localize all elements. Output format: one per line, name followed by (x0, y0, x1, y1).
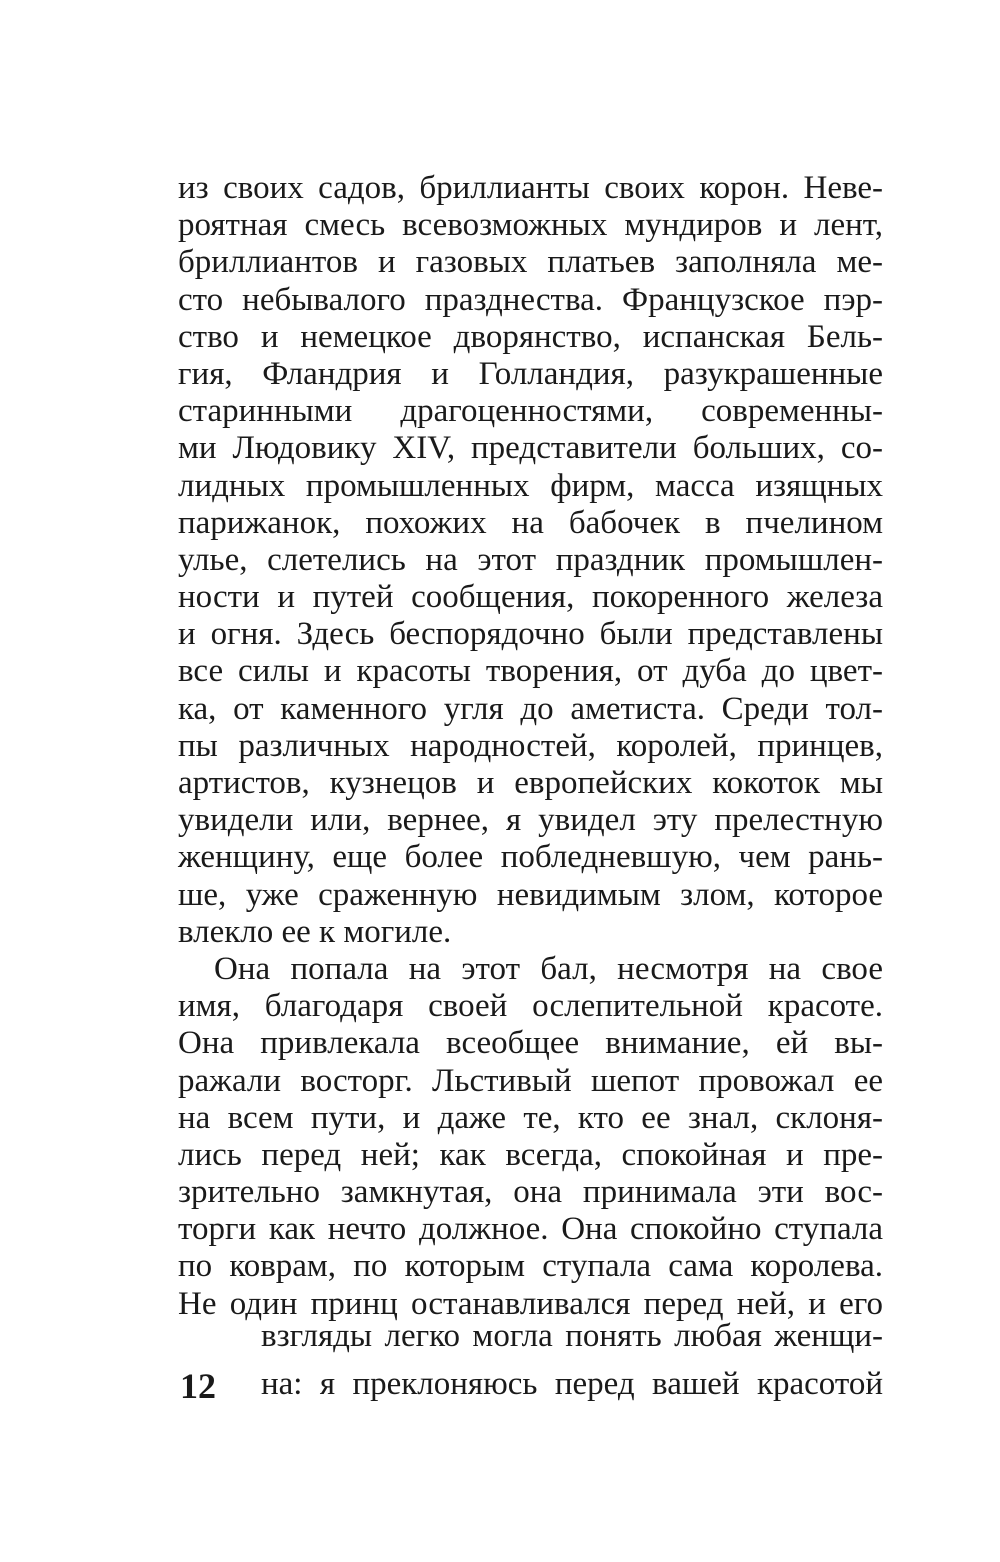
text-line: ство и немецкое дворянство, испанская Бель- (178, 318, 883, 355)
text-line: ше, уже сраженную невидимым злом, которое (178, 876, 883, 913)
text-line: парижанок, похожих на бабочек в пчелином (178, 504, 883, 541)
text-line: Она привлекала всеобщее внимание, ей вы- (178, 1025, 883, 1062)
text-line: ражали восторг. Льстивый шепот провожал ее (178, 1062, 883, 1099)
text-line: сто небывалого празднества. Французское пэр- (178, 281, 883, 318)
text-line: бриллиантов и газовых платьев заполняла ме- (178, 244, 883, 281)
footer-text-line: взгляды легко могла понять любая женщи- (261, 1318, 883, 1354)
text-line: увидели или, вернее, я увидел эту прелестную (178, 802, 883, 839)
page-body (178, 170, 883, 1323)
text-line: пы различных народностей, королей, принцев, (178, 727, 883, 764)
text-line: ности и путей сообщения, покоренного железа (178, 579, 883, 616)
text-line: все силы и красоты творения, от дуба до цвет- (178, 653, 883, 690)
text-line: торги как нечто должное. Она спокойно ступала (178, 1211, 883, 1248)
text-line: старинными драгоценностями, современны- (178, 393, 883, 430)
text-line: зрительно замкнутая, она принимала эти вос- (178, 1174, 883, 1211)
text-line: имя, благодаря своей ослепительной красоте. (178, 988, 883, 1025)
text-line: гия, Фландрия и Голландия, разукрашенные (178, 355, 883, 392)
text-line: артистов, кузнецов и европейских кокоток мы (178, 765, 883, 801)
text-line: ка, от каменного угля до аметиста. Среди тол- (178, 690, 883, 727)
text-line: улье, слетелись на этот праздник промышлен- (178, 541, 883, 578)
text-line: ми Людовику XIV, представители больших, со- (178, 430, 883, 467)
text-line: на всем пути, и даже те, кто ее знал, склоня- (178, 1099, 883, 1136)
text-line: роятная смесь всевозможных мундиров и лент, (178, 207, 883, 244)
text-line: влекло ее к могиле. (178, 913, 452, 950)
text-line: Она попала на этот бал, несмотря на свое (214, 950, 883, 987)
text-line: женщину, еще более побледневшую, чем рань- (178, 839, 883, 876)
text-line: лись перед ней; как всегда, спокойная и пре- (178, 1136, 883, 1173)
footer-text-line: на: я преклоняюсь перед вашей красотой (261, 1366, 883, 1402)
text-line: по коврам, по которым ступала сама королева. (178, 1248, 883, 1285)
text-line: Не один принц останавливался перед ней, и его (178, 1285, 883, 1322)
paragraph-1 (178, 170, 883, 951)
page-number: 12 (180, 1366, 216, 1406)
text-line: лидных промышленных фирм, масса изящных (178, 467, 883, 504)
text-line: из своих садов, бриллианты своих корон. Неве- (178, 170, 883, 206)
text-line: и огня. Здесь беспорядочно были представлены (178, 616, 883, 653)
paragraph-2 (178, 951, 883, 1323)
